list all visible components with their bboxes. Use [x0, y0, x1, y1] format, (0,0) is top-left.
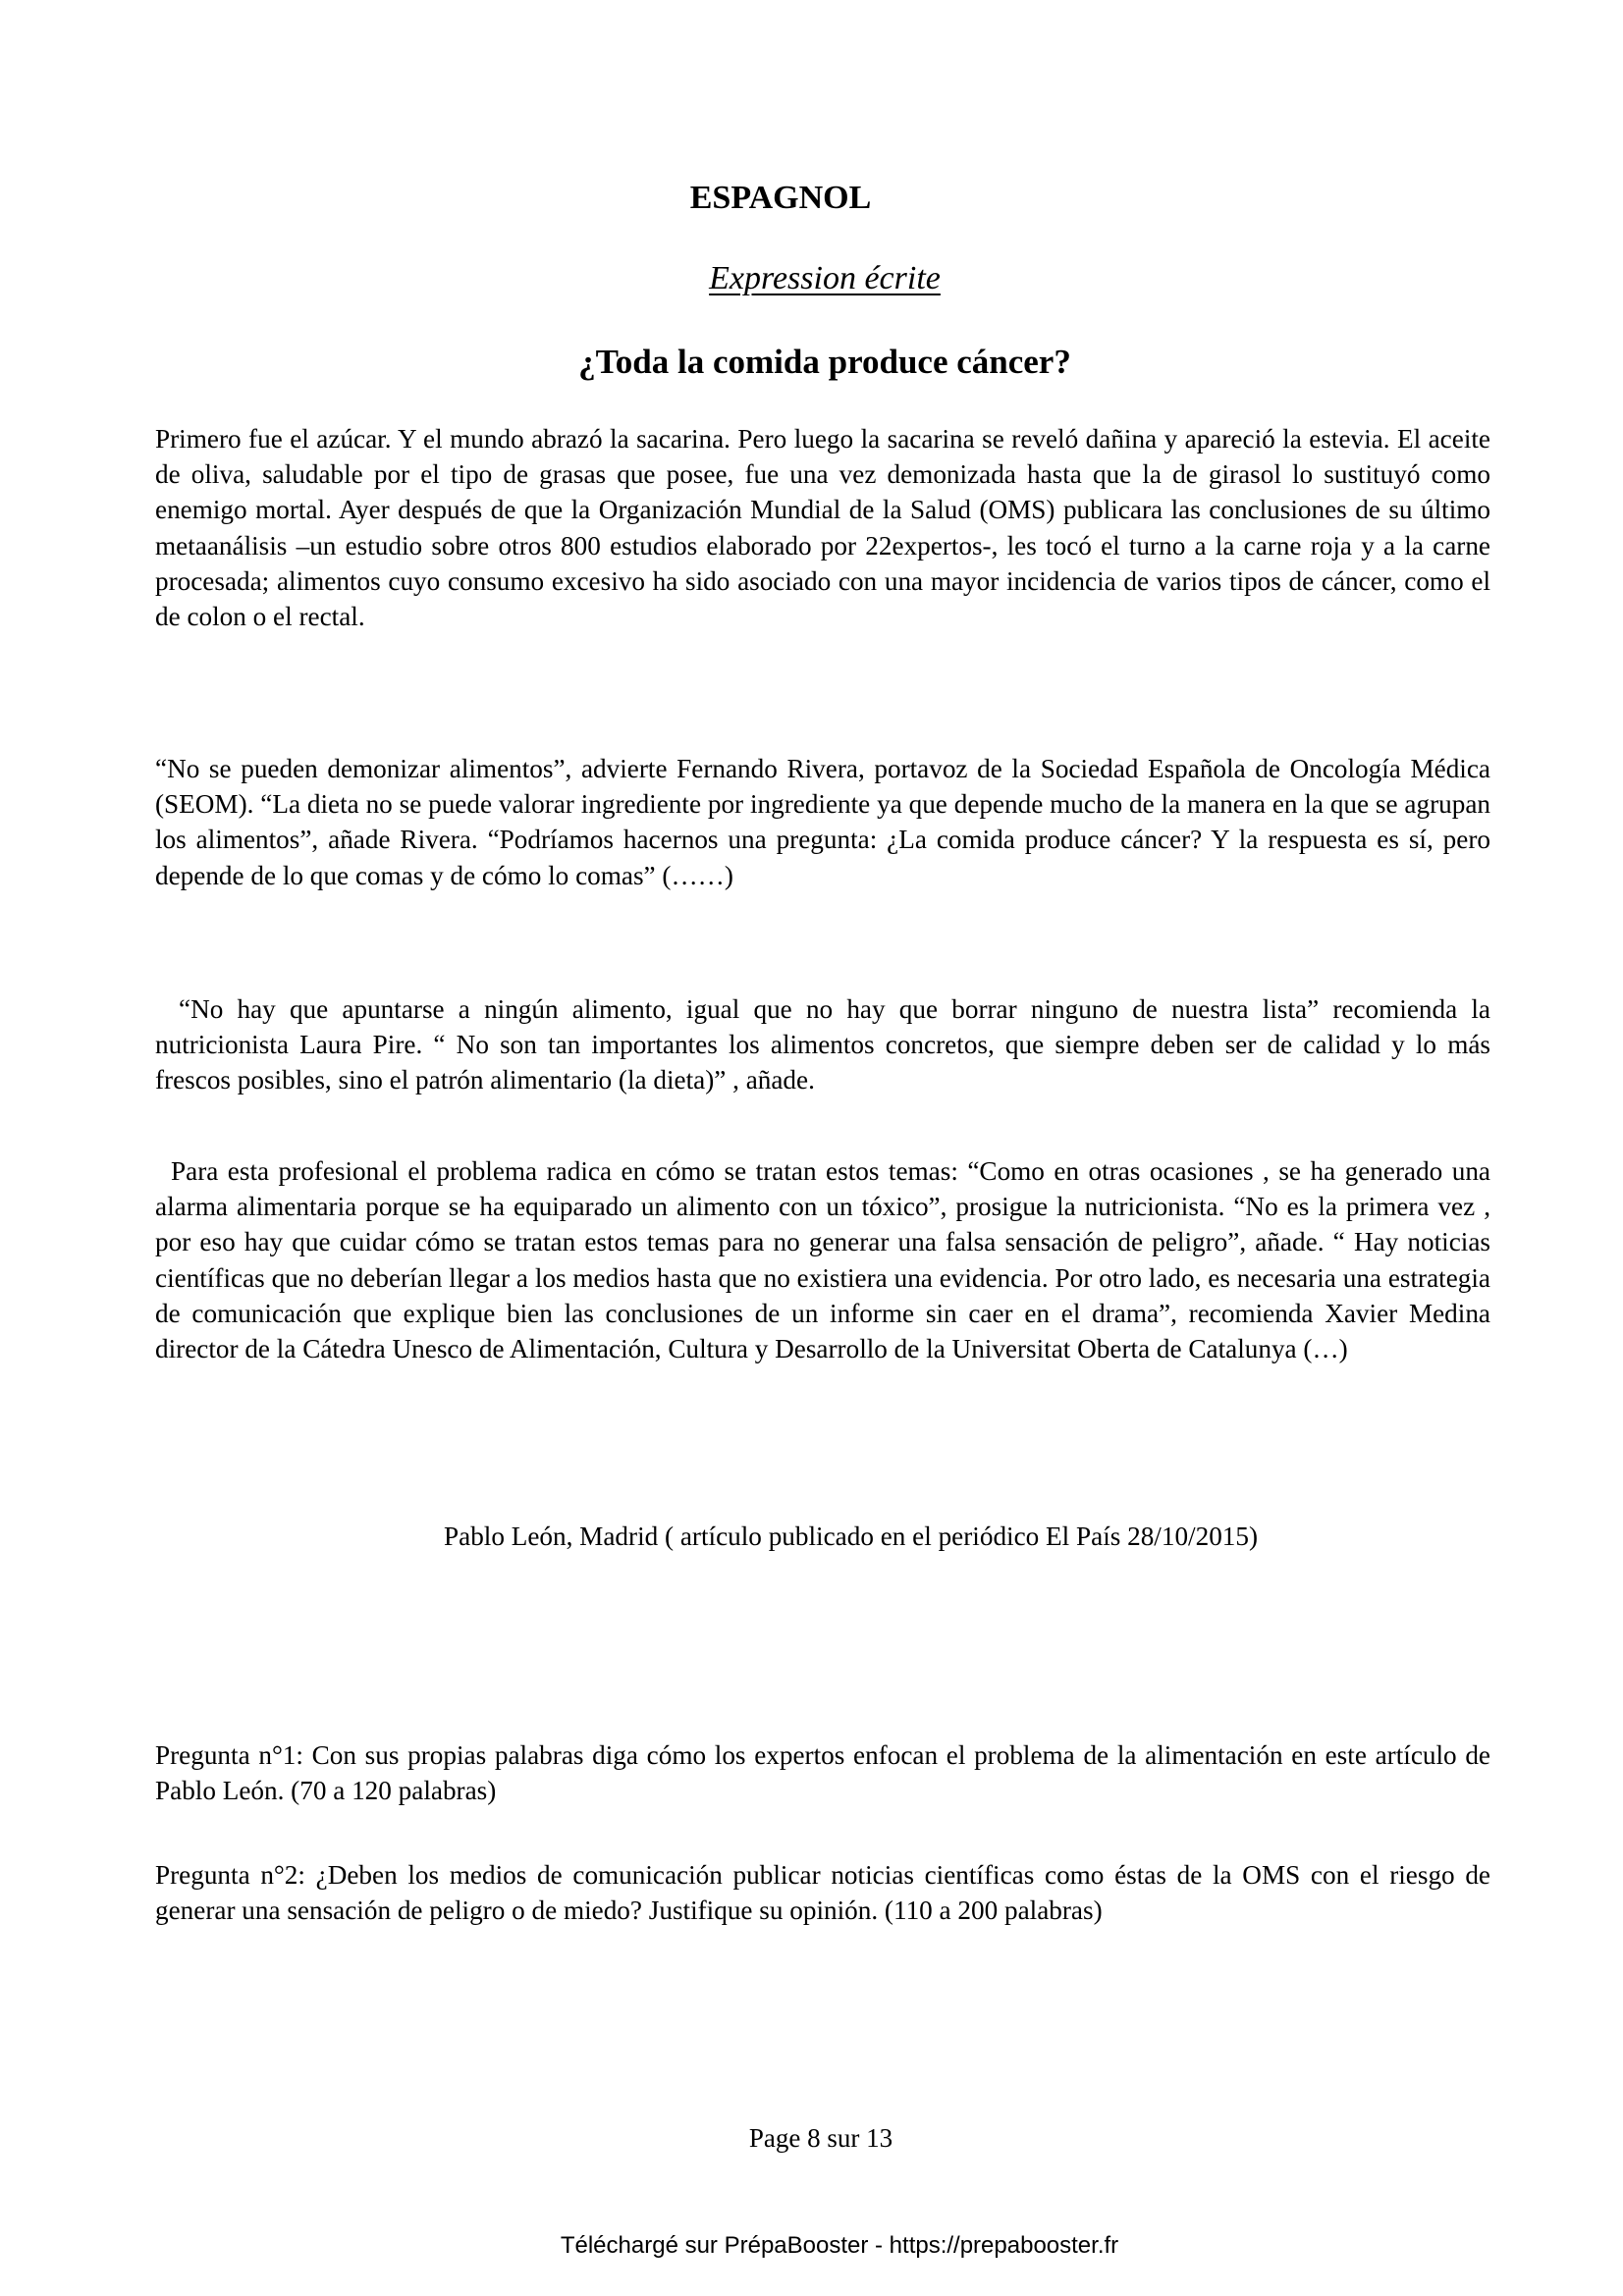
question-2: [155, 1857, 1490, 1928]
paragraph-text: “No se pueden demonizar alimentos”, advierte Fernando Rivera, portavoz de la Sociedad Española de Oncología Médica (SEOM). “La dieta no se puede valorar ingrediente por ingrediente ya que depende mucho de la manera en la que se agrupan los alimentos”, añade Rivera. “Podríamos hacernos una pregunta: ¿La comida produce cáncer? Y la respuesta es sí, pero depende de lo que comas y de cómo lo comas” (……): [155, 754, 1490, 890]
article-paragraph-2: [155, 751, 1490, 893]
article-signature: Pablo León, Madrid ( artículo publicado en el periódico El País 28/10/2015): [444, 1522, 1259, 1551]
article-title: ¿Toda la comida produce cáncer?: [578, 343, 1071, 381]
article-paragraph-3: [155, 991, 1490, 1098]
article-paragraph-1: [155, 421, 1490, 634]
paragraph-text: “No hay que apuntarse a ningún alimento, igual que no hay que borrar ninguno de nuestra lista” recomienda la nutricionista Laura Pire. “ No son tan importantes los alimentos concretos, que siempre deben ser de calidad y lo más frescos posibles, sino el patrón alimentario (la dieta)” , añade.: [155, 994, 1490, 1095]
article-paragraph-4: [155, 1153, 1490, 1366]
paragraph-text: Primero fue el azúcar. Y el mundo abrazó la sacarina. Pero luego la sacarina se reveló dañina y apareció la estevia. El aceite de oliva, saludable por el tipo de grasas que posee, fue una vez demonizada hasta que la de girasol lo sustituyó como enemigo mortal. Ayer después de que la Organización Mundial de la Salud (OMS) publicara las conclusiones de su último metaanálisis –un estudio sobre otros 800 estudios elaborado por 22expertos-, les tocó el turno a la carne roja y a la carne procesada; alimentos cuyo consumo excesivo ha sido asociado con una mayor incidencia de varios tipos de cáncer, como el de colon o el rectal.: [155, 424, 1490, 632]
exercise-type-heading: [0, 257, 1623, 300]
exercise-type-label: Expression écrite: [709, 260, 941, 296]
page-number: Page 8 sur 13: [748, 2123, 893, 2153]
download-notice: Téléchargé sur PrépaBooster - https://prepabooster.fr: [560, 2232, 1119, 2259]
question-1: [155, 1737, 1490, 1808]
subject-heading: ESPAGNOL: [689, 180, 872, 216]
question-text: Pregunta n°1: Con sus propias palabras diga cómo los expertos enfocan el problema de la alimentación en este artículo de Pablo León. (70 a 120 palabras): [155, 1740, 1490, 1806]
question-text: Pregunta n°2: ¿Deben los medios de comunicación publicar noticias científicas como éstas de la OMS con el riesgo de generar una sensación de peligro o de miedo? Justifique su opinión. (110 a 200 palabras): [155, 1860, 1490, 1926]
paragraph-text: Para esta profesional el problema radica en cómo se tratan estos temas: “Como en otras ocasiones , se ha generado una alarma alimentaria porque se ha equiparado un alimento con un tóxico”, prosigue la nutricionista. “No es la primera vez , por eso hay que cuidar cómo se tratan estos temas para no generar una falsa sensación de peligro”, añade. “ Hay noticias científicas que no deberían llegar a los medios hasta que no existiera una evidencia. Por otro lado, es necesaria una estrategia de comunicación que explique bien las conclusiones de un informe sin caer en el drama”, recomienda Xavier Medina director de la Cátedra Unesco de Alimentación, Cultura y Desarrollo de la Universitat Oberta de Catalunya (…): [155, 1156, 1490, 1364]
